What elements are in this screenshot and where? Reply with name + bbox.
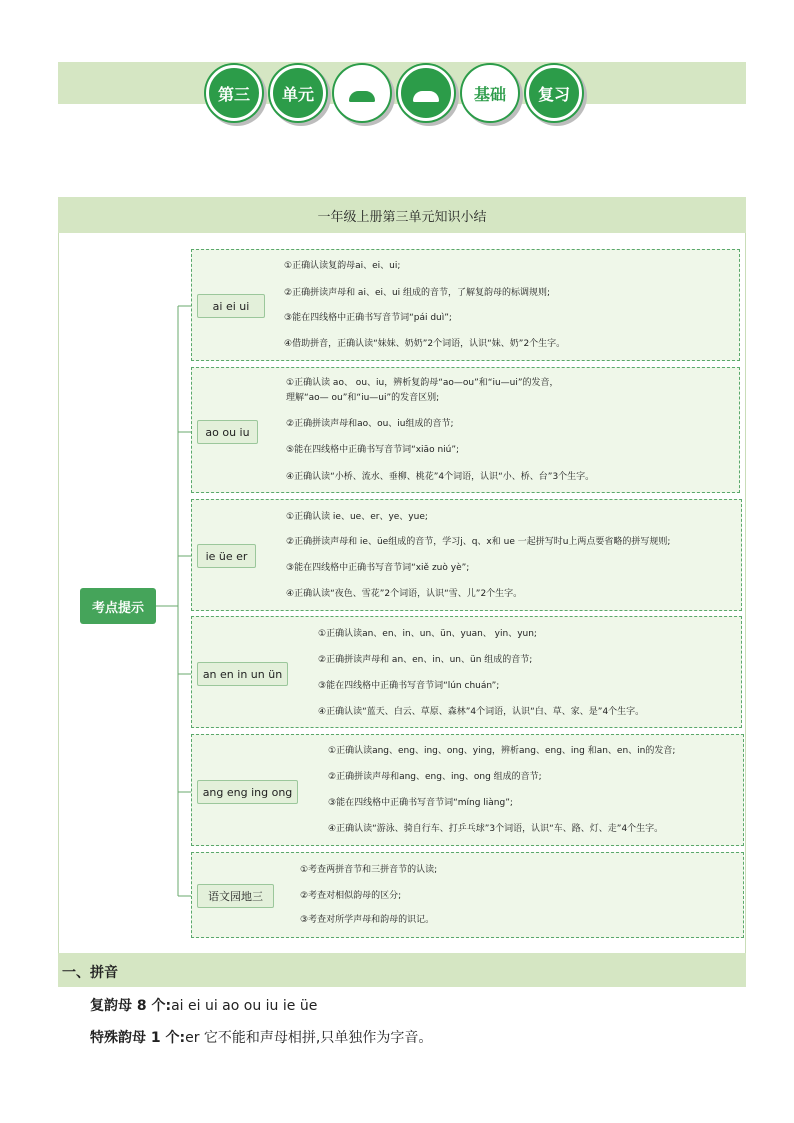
item-1-2: ②正确拼读声母和 ai、ei、ui 组成的音节，了解复韵母的标调规则; [284,288,551,298]
fuyunmu-list: ai ei ui ao ou iu ie üe [171,998,318,1014]
pill-ji-chu: 基础 [462,65,518,121]
teshu-label: 特殊韵母 1 个: [90,1030,186,1046]
item-3-4: ④正确认读“夜色、雪花”2个词语，认识“雪、儿”2个生字。 [286,589,523,599]
item-1-1: ①正确认读复韵母ai、ei、ui; [284,261,401,271]
item-4-2: ②正确拼读声母和 an、en、in、un、ün 组成的音节; [318,655,533,665]
item-4-1: ①正确认读an、en、in、un、ün、yuan、 yin、yun; [318,629,537,639]
pill-fu-xi: 复习 [526,65,582,121]
main-node-kaodian: 考点提示 [80,588,156,624]
item-6-1: ①考查两拼音节和三拼音节的认读; [300,865,438,875]
item-1-3: ③能在四线格中正确书写音节词“pái duì”; [284,313,452,323]
teshu-line [90,1027,432,1047]
pill-cloud-icon-2 [398,65,454,121]
fuyunmu-label: 复韵母 8 个: [90,998,172,1014]
item-1-4: ④借助拼音，正确认读“妹妹、奶奶”2个词语，认识“妹、奶”2个生字。 [284,339,566,349]
cloud-icon [349,91,375,102]
pill-dan-yuan: 单元 [270,65,326,121]
item-3-2: ②正确拼读声母和 ie、üe组成的音节，学习j、q、x和 ue 一起拼写时u上两点要省略的拼写规则; [286,537,671,547]
node-ang-eng-ing-ong: ang eng ing ong [197,780,298,804]
item-2-1: ①正确认读 ao、 ou、iu，辨析复韵母“ao—ou”和“iu—ui”的发音， [286,378,559,388]
item-5-4: ④正确认读“游泳、骑自行车、打乒乓球”3个词语，认识“车、路、灯、走”4个生字。 [328,824,664,834]
node-yuwen-yuandi: 语文园地三 [197,884,274,908]
item-5-2: ②正确拼读声母和ang、eng、ing、ong 组成的音节; [328,772,542,782]
teshu-text: er 它不能和声母相拼,只单独作为字音。 [185,1030,433,1046]
item-6-3: ③考查对所学声母和韵母的识记。 [300,915,435,925]
section-heading: 一、拼音 [62,965,118,981]
item-6-2: ②考查对相似韵母的区分; [300,891,402,901]
pill-di-san: 第三 [206,65,262,121]
item-2-3: ⑤能在四线格中正确书写音节词“xiāo niú”; [286,445,460,455]
pill-cloud-icon [334,65,390,121]
item-3-1: ①正确认读 ie、ue、er、ye、yue; [286,512,428,522]
item-3-3: ③能在四线格中正确书写音节词“xiě zuò yè”; [286,563,470,573]
cloud-icon [413,91,439,102]
fuyunmu-line [90,995,317,1015]
table-title: 一年级上册第三单元知识小结 [58,197,746,233]
item-2-2: ②正确拼读声母和ao、ou、iu组成的音节; [286,419,454,429]
node-an-en-in-un-un: an en in un ün [197,662,288,686]
item-4-3: ③能在四线格中正确书写音节词“lún chuán”; [318,681,500,691]
item-2-1b: 理解“ao— ou”和“iu—ui”的发音区别; [286,393,440,403]
item-2-4: ④正确认读“小桥、流水、垂柳、桃花”4个词语，认识“小、桥、台”3个生字。 [286,472,595,482]
item-5-1: ①正确认读ang、eng、ing、ong、ying，辨析ang、eng、ing 和an、en、in的发音; [328,746,676,756]
section-band [58,953,746,987]
node-ai-ei-ui: ai ei ui [197,294,265,318]
node-ie-ue-er: ie üe er [197,544,256,568]
item-4-4: ④正确认读“蓝天、白云、草原、森林”4个词语，认识“白、草、家、是”4个生字。 [318,707,645,717]
item-5-3: ③能在四线格中正确书写音节词“míng liàng”; [328,798,513,808]
node-ao-ou-iu: ao ou iu [197,420,258,444]
